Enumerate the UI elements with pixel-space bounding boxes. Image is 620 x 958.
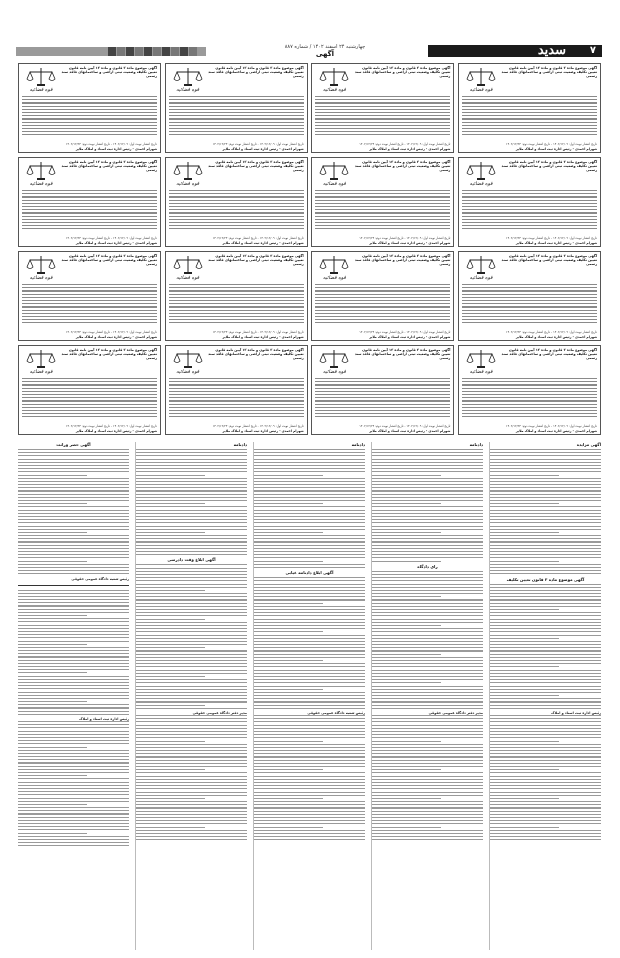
emblem-label: قوه قضائیه bbox=[29, 275, 53, 281]
emblem-label: قوه قضائیه bbox=[469, 87, 493, 93]
emblem-label: قوه قضائیه bbox=[176, 181, 200, 187]
text-column-3 bbox=[254, 442, 365, 950]
column-4-body-3 bbox=[372, 715, 483, 840]
column-5-signature: رئیس اداره ثبت اسناد و املاک bbox=[551, 711, 601, 715]
notice-body bbox=[169, 378, 304, 419]
emblem-label: قوه قضائیه bbox=[176, 369, 200, 375]
notice-title: آگهی موضوع ماده ۳ قانون و ماده ۱۳ آیین نامه قانون تعیین تکلیف وضعیت ثبتی اراضی و ساختمانهای فاقد سند رسمی bbox=[354, 348, 451, 361]
text-column-4 bbox=[372, 442, 483, 950]
notice-publish-dates: تاریخ انتشار نوبت اول: ۱۴۰۲/۱۲/۰۹ - تاریخ انتشار نوبت دوم: ۱۴۰۲/۱۲/۲۴ bbox=[65, 236, 157, 240]
notice-signature: شهرام احمدی - رئیس اداره ثبت اسناد و املاک ملایر bbox=[75, 335, 157, 339]
emblem-label: قوه قضائیه bbox=[322, 275, 346, 281]
judiciary-emblem-icon bbox=[463, 161, 499, 189]
column-1-body-2 bbox=[18, 590, 129, 715]
notice-publish-dates: تاریخ انتشار نوبت اول: ۱۴۰۲/۱۲/۰۹ - تاریخ انتشار نوبت دوم: ۱۴۰۲/۱۲/۲۴ bbox=[212, 236, 304, 240]
notice-signature: شهرام احمدی - رئیس اداره ثبت اسناد و املاک ملایر bbox=[515, 429, 598, 433]
judiciary-emblem-icon bbox=[170, 161, 206, 189]
notice-publish-dates: تاریخ انتشار نوبت اول: ۱۴۰۲/۱۲/۰۹ - تاریخ انتشار نوبت دوم: ۱۴۰۲/۱۲/۲۴ bbox=[65, 330, 157, 334]
notice-signature: شهرام احمدی - رئیس اداره ثبت اسناد و املاک ملایر bbox=[369, 335, 451, 339]
notice-title: آگهی موضوع ماده ۳ قانون و ماده ۱۳ آیین نامه قانون تعیین تکلیف وضعیت ثبتی اراضی و ساختمانهای فاقد سند رسمی bbox=[354, 254, 451, 267]
judiciary-emblem-icon bbox=[170, 67, 206, 95]
column-3-notice-heading: آگهی ابلاغ دادنامه غیابی bbox=[285, 570, 334, 576]
notice-title: آگهی موضوع ماده ۳ قانون و ماده ۱۳ آیین نامه قانون تعیین تکلیف وضعیت ثبتی اراضی و ساختمانهای فاقد سند رسمی bbox=[208, 348, 304, 361]
notice-publish-dates: تاریخ انتشار نوبت اول: ۱۴۰۲/۱۲/۰۹ - تاریخ انتشار نوبت دوم: ۱۴۰۲/۱۲/۲۴ bbox=[359, 330, 451, 334]
judiciary-emblem-icon bbox=[316, 67, 352, 95]
column-3-body-3 bbox=[254, 715, 365, 840]
column-4-heading: دادنامه bbox=[469, 442, 483, 447]
notice-signature: شهرام احمدی - رئیس اداره ثبت اسناد و املاک ملایر bbox=[222, 429, 304, 433]
notice-title: آگهی موضوع ماده ۳ قانون و ماده ۱۳ آیین نامه قانون تعیین تکلیف وضعیت ثبتی اراضی و ساختمانهای فاقد سند رسمی bbox=[61, 160, 157, 173]
notice-box bbox=[458, 157, 601, 247]
notice-box bbox=[311, 63, 454, 153]
emblem-label: قوه قضائیه bbox=[322, 87, 346, 93]
column-2-body-2 bbox=[136, 564, 247, 709]
notice-box bbox=[18, 63, 161, 153]
judiciary-emblem-icon bbox=[23, 161, 59, 189]
notice-publish-dates: تاریخ انتشار نوبت اول: ۱۴۰۲/۱۲/۰۹ - تاریخ انتشار نوبت دوم: ۱۴۰۲/۱۲/۲۴ bbox=[505, 330, 598, 334]
column-1-body-3 bbox=[18, 721, 129, 846]
notice-publish-dates: تاریخ انتشار نوبت اول: ۱۴۰۲/۱۲/۰۹ - تاریخ انتشار نوبت دوم: ۱۴۰۲/۱۲/۲۴ bbox=[505, 236, 598, 240]
emblem-label: قوه قضائیه bbox=[176, 275, 200, 281]
notice-signature: شهرام احمدی - رئیس اداره ثبت اسناد و املاک ملایر bbox=[75, 147, 157, 151]
column-4-notice-heading: رای دادگاه bbox=[417, 563, 438, 569]
column-3-heading: دادنامه bbox=[351, 442, 365, 447]
column-2-notice-heading: آگهی ابلاغ وقت دادرسی bbox=[167, 557, 216, 563]
legal-notices-text-area bbox=[18, 442, 601, 950]
notice-signature: شهرام احمدی - رئیس اداره ثبت اسناد و املاک ملایر bbox=[515, 335, 598, 339]
masthead-right-bar bbox=[428, 45, 602, 57]
notice-publish-dates: تاریخ انتشار نوبت اول: ۱۴۰۲/۱۲/۰۹ - تاریخ انتشار نوبت دوم: ۱۴۰۲/۱۲/۲۴ bbox=[65, 424, 157, 428]
masthead-decorative-squares bbox=[108, 47, 197, 56]
judiciary-emblem-icon bbox=[316, 255, 352, 283]
judiciary-emblem-icon bbox=[463, 255, 499, 283]
notice-body bbox=[462, 96, 597, 137]
column-2-signature: مدیر دفتر دادگاه عمومی حقوقی bbox=[192, 711, 247, 715]
text-column-5 bbox=[490, 442, 601, 950]
column-5-body-2 bbox=[490, 584, 601, 709]
notice-publish-dates: تاریخ انتشار نوبت اول: ۱۴۰۲/۱۲/۰۹ - تاریخ انتشار نوبت دوم: ۱۴۰۲/۱۲/۲۴ bbox=[212, 330, 304, 334]
emblem-label: قوه قضائیه bbox=[29, 87, 53, 93]
emblem-label: قوه قضائیه bbox=[322, 181, 346, 187]
column-3-signature: رئیس شعبه دادگاه عمومی حقوقی bbox=[307, 711, 365, 715]
notice-publish-dates: تاریخ انتشار نوبت اول: ۱۴۰۲/۱۲/۰۹ - تاریخ انتشار نوبت دوم: ۱۴۰۲/۱۲/۲۴ bbox=[212, 424, 304, 428]
column-2-body bbox=[136, 449, 247, 555]
notice-body bbox=[315, 190, 450, 231]
notice-title: آگهی موضوع ماده ۳ قانون و ماده ۱۳ آیین نامه قانون تعیین تکلیف وضعیت ثبتی اراضی و ساختمانهای فاقد سند رسمی bbox=[208, 66, 304, 79]
notice-box bbox=[311, 251, 454, 341]
emblem-label: قوه قضائیه bbox=[29, 181, 53, 187]
column-5-body bbox=[490, 449, 601, 574]
notice-box bbox=[18, 251, 161, 341]
newspaper-logo: سدید bbox=[537, 43, 566, 58]
notice-signature: شهرام احمدی - رئیس اداره ثبت اسناد و املاک ملایر bbox=[75, 241, 157, 245]
judiciary-emblem-icon bbox=[23, 255, 59, 283]
notice-body bbox=[22, 284, 157, 325]
notice-box bbox=[311, 157, 454, 247]
column-4-body bbox=[372, 449, 483, 562]
column-4-signature: مدیر دفتر دادگاه عمومی حقوقی bbox=[428, 711, 483, 715]
notice-box bbox=[18, 157, 161, 247]
notice-body bbox=[462, 378, 597, 419]
notice-title: آگهی موضوع ماده ۳ قانون و ماده ۱۳ آیین نامه قانون تعیین تکلیف وضعیت ثبتی اراضی و ساختمانهای فاقد سند رسمی bbox=[501, 348, 598, 361]
notice-body bbox=[169, 96, 304, 137]
notice-title: آگهی موضوع ماده ۳ قانون و ماده ۱۳ آیین نامه قانون تعیین تکلیف وضعیت ثبتی اراضی و ساختمانهای فاقد سند رسمی bbox=[501, 66, 598, 79]
notice-publish-dates: تاریخ انتشار نوبت اول: ۱۴۰۲/۱۲/۰۹ - تاریخ انتشار نوبت دوم: ۱۴۰۲/۱۲/۲۴ bbox=[505, 424, 598, 428]
notice-publish-dates: تاریخ انتشار نوبت اول: ۱۴۰۲/۱۲/۰۹ - تاریخ انتشار نوبت دوم: ۱۴۰۲/۱۲/۲۴ bbox=[359, 142, 451, 146]
notice-title: آگهی موضوع ماده ۳ قانون و ماده ۱۳ آیین نامه قانون تعیین تکلیف وضعیت ثبتی اراضی و ساختمانهای فاقد سند رسمی bbox=[208, 160, 304, 173]
notice-title: آگهی موضوع ماده ۳ قانون و ماده ۱۳ آیین نامه قانون تعیین تکلیف وضعیت ثبتی اراضی و ساختمانهای فاقد سند رسمی bbox=[354, 66, 451, 79]
notice-box bbox=[165, 345, 308, 435]
notice-box bbox=[458, 63, 601, 153]
notice-box bbox=[165, 63, 308, 153]
notice-publish-dates: تاریخ انتشار نوبت اول: ۱۴۰۲/۱۲/۰۹ - تاریخ انتشار نوبت دوم: ۱۴۰۲/۱۲/۲۴ bbox=[65, 142, 157, 146]
notice-body bbox=[462, 190, 597, 231]
judiciary-emblem-icon bbox=[316, 349, 352, 377]
masthead bbox=[16, 44, 602, 58]
masthead-center bbox=[212, 44, 438, 58]
notice-signature: شهرام احمدی - رئیس اداره ثبت اسناد و املاک ملایر bbox=[369, 147, 451, 151]
judiciary-emblem-icon bbox=[23, 67, 59, 95]
notice-box bbox=[165, 251, 308, 341]
notice-body bbox=[22, 96, 157, 137]
notice-box bbox=[165, 157, 308, 247]
judiciary-emblem-icon bbox=[316, 161, 352, 189]
notice-publish-dates: تاریخ انتشار نوبت اول: ۱۴۰۲/۱۲/۰۹ - تاریخ انتشار نوبت دوم: ۱۴۰۲/۱۲/۲۴ bbox=[359, 424, 451, 428]
notice-box bbox=[458, 345, 601, 435]
column-1-signature: رئیس شعبه دادگاه عمومی حقوقی bbox=[71, 576, 129, 581]
column-1-signature-2: رئیس اداره ثبت اسناد و املاک bbox=[79, 717, 129, 721]
column-3-body-2 bbox=[254, 577, 365, 709]
notice-title: آگهی موضوع ماده ۳ قانون و ماده ۱۳ آیین نامه قانون تعیین تکلیف وضعیت ثبتی اراضی و ساختمانهای فاقد سند رسمی bbox=[61, 254, 157, 267]
notice-signature: شهرام احمدی - رئیس اداره ثبت اسناد و املاک ملایر bbox=[222, 241, 304, 245]
notice-box bbox=[18, 345, 161, 435]
text-column-2 bbox=[136, 442, 247, 950]
judiciary-emblem-icon bbox=[170, 255, 206, 283]
emblem-label: قوه قضائیه bbox=[176, 87, 200, 93]
emblem-label: قوه قضائیه bbox=[469, 275, 493, 281]
column-4-body-2 bbox=[372, 571, 483, 709]
emblem-label: قوه قضائیه bbox=[469, 181, 493, 187]
notice-body bbox=[462, 284, 597, 325]
notice-body bbox=[22, 378, 157, 419]
notice-title: آگهی موضوع ماده ۳ قانون و ماده ۱۳ آیین نامه قانون تعیین تکلیف وضعیت ثبتی اراضی و ساختمانهای فاقد سند رسمی bbox=[61, 66, 157, 79]
notice-body bbox=[169, 284, 304, 325]
column-5-notice-heading: آگهی موضوع ماده ۳ قانون تعیین تکلیف bbox=[506, 576, 585, 582]
judiciary-emblem-icon bbox=[170, 349, 206, 377]
emblem-label: قوه قضائیه bbox=[322, 369, 346, 375]
column-5-body-3 bbox=[490, 715, 601, 840]
judiciary-emblem-icon bbox=[463, 349, 499, 377]
notice-body bbox=[315, 284, 450, 325]
section-tag: آگهی bbox=[315, 50, 335, 58]
notice-box bbox=[311, 345, 454, 435]
notice-body bbox=[22, 190, 157, 231]
notice-title: آگهی موضوع ماده ۳ قانون و ماده ۱۳ آیین نامه قانون تعیین تکلیف وضعیت ثبتی اراضی و ساختمانهای فاقد سند رسمی bbox=[501, 254, 598, 267]
notice-signature: شهرام احمدی - رئیس اداره ثبت اسناد و املاک ملایر bbox=[222, 147, 304, 151]
notice-body bbox=[315, 378, 450, 419]
emblem-label: قوه قضائیه bbox=[29, 369, 53, 375]
page-number: ۷ bbox=[589, 45, 596, 56]
notice-signature: شهرام احمدی - رئیس اداره ثبت اسناد و املاک ملایر bbox=[369, 241, 451, 245]
column-2-heading: دادنامه bbox=[233, 442, 247, 447]
column-3-body bbox=[254, 449, 365, 568]
emblem-label: قوه قضائیه bbox=[469, 369, 493, 375]
column-2-body-3 bbox=[136, 715, 247, 840]
notice-title: آگهی موضوع ماده ۳ قانون و ماده ۱۳ آیین نامه قانون تعیین تکلیف وضعیت ثبتی اراضی و ساختمانهای فاقد سند رسمی bbox=[354, 160, 451, 173]
notice-body bbox=[169, 190, 304, 231]
notice-signature: شهرام احمدی - رئیس اداره ثبت اسناد و املاک ملایر bbox=[515, 147, 598, 151]
notice-publish-dates: تاریخ انتشار نوبت اول: ۱۴۰۲/۱۲/۰۹ - تاریخ انتشار نوبت دوم: ۱۴۰۲/۱۲/۲۴ bbox=[212, 142, 304, 146]
notice-title: آگهی موضوع ماده ۳ قانون و ماده ۱۳ آیین نامه قانون تعیین تکلیف وضعیت ثبتی اراضی و ساختمانهای فاقد سند رسمی bbox=[61, 348, 157, 361]
judiciary-emblem-icon bbox=[23, 349, 59, 377]
judiciary-emblem-icon bbox=[463, 67, 499, 95]
notice-box bbox=[458, 251, 601, 341]
notice-title: آگهی موضوع ماده ۳ قانون و ماده ۱۳ آیین نامه قانون تعیین تکلیف وضعیت ثبتی اراضی و ساختمانهای فاقد سند رسمی bbox=[208, 254, 304, 267]
column-1-heading: آگهی حصر وراثت bbox=[56, 442, 91, 447]
notice-publish-dates: تاریخ انتشار نوبت اول: ۱۴۰۲/۱۲/۰۹ - تاریخ انتشار نوبت دوم: ۱۴۰۲/۱۲/۲۴ bbox=[505, 142, 598, 146]
issue-date: چهارشنبه ۲۴ اسفند ۱۴۰۲ / شماره ۸۸۷ bbox=[284, 44, 366, 50]
notice-publish-dates: تاریخ انتشار نوبت اول: ۱۴۰۲/۱۲/۰۹ - تاریخ انتشار نوبت دوم: ۱۴۰۲/۱۲/۲۴ bbox=[359, 236, 451, 240]
column-1-body bbox=[18, 449, 129, 574]
notice-signature: شهرام احمدی - رئیس اداره ثبت اسناد و املاک ملایر bbox=[222, 335, 304, 339]
notice-title: آگهی موضوع ماده ۳ قانون و ماده ۱۳ آیین نامه قانون تعیین تکلیف وضعیت ثبتی اراضی و ساختمانهای فاقد سند رسمی bbox=[501, 160, 598, 173]
column-5-heading: آگهی مزایده bbox=[576, 442, 601, 447]
notice-signature: شهرام احمدی - رئیس اداره ثبت اسناد و املاک ملایر bbox=[369, 429, 451, 433]
notice-signature: شهرام احمدی - رئیس اداره ثبت اسناد و املاک ملایر bbox=[75, 429, 157, 433]
text-column-1 bbox=[18, 442, 129, 950]
notice-grid bbox=[18, 63, 601, 436]
notice-body bbox=[315, 96, 450, 137]
notice-signature: شهرام احمدی - رئیس اداره ثبت اسناد و املاک ملایر bbox=[515, 241, 598, 245]
